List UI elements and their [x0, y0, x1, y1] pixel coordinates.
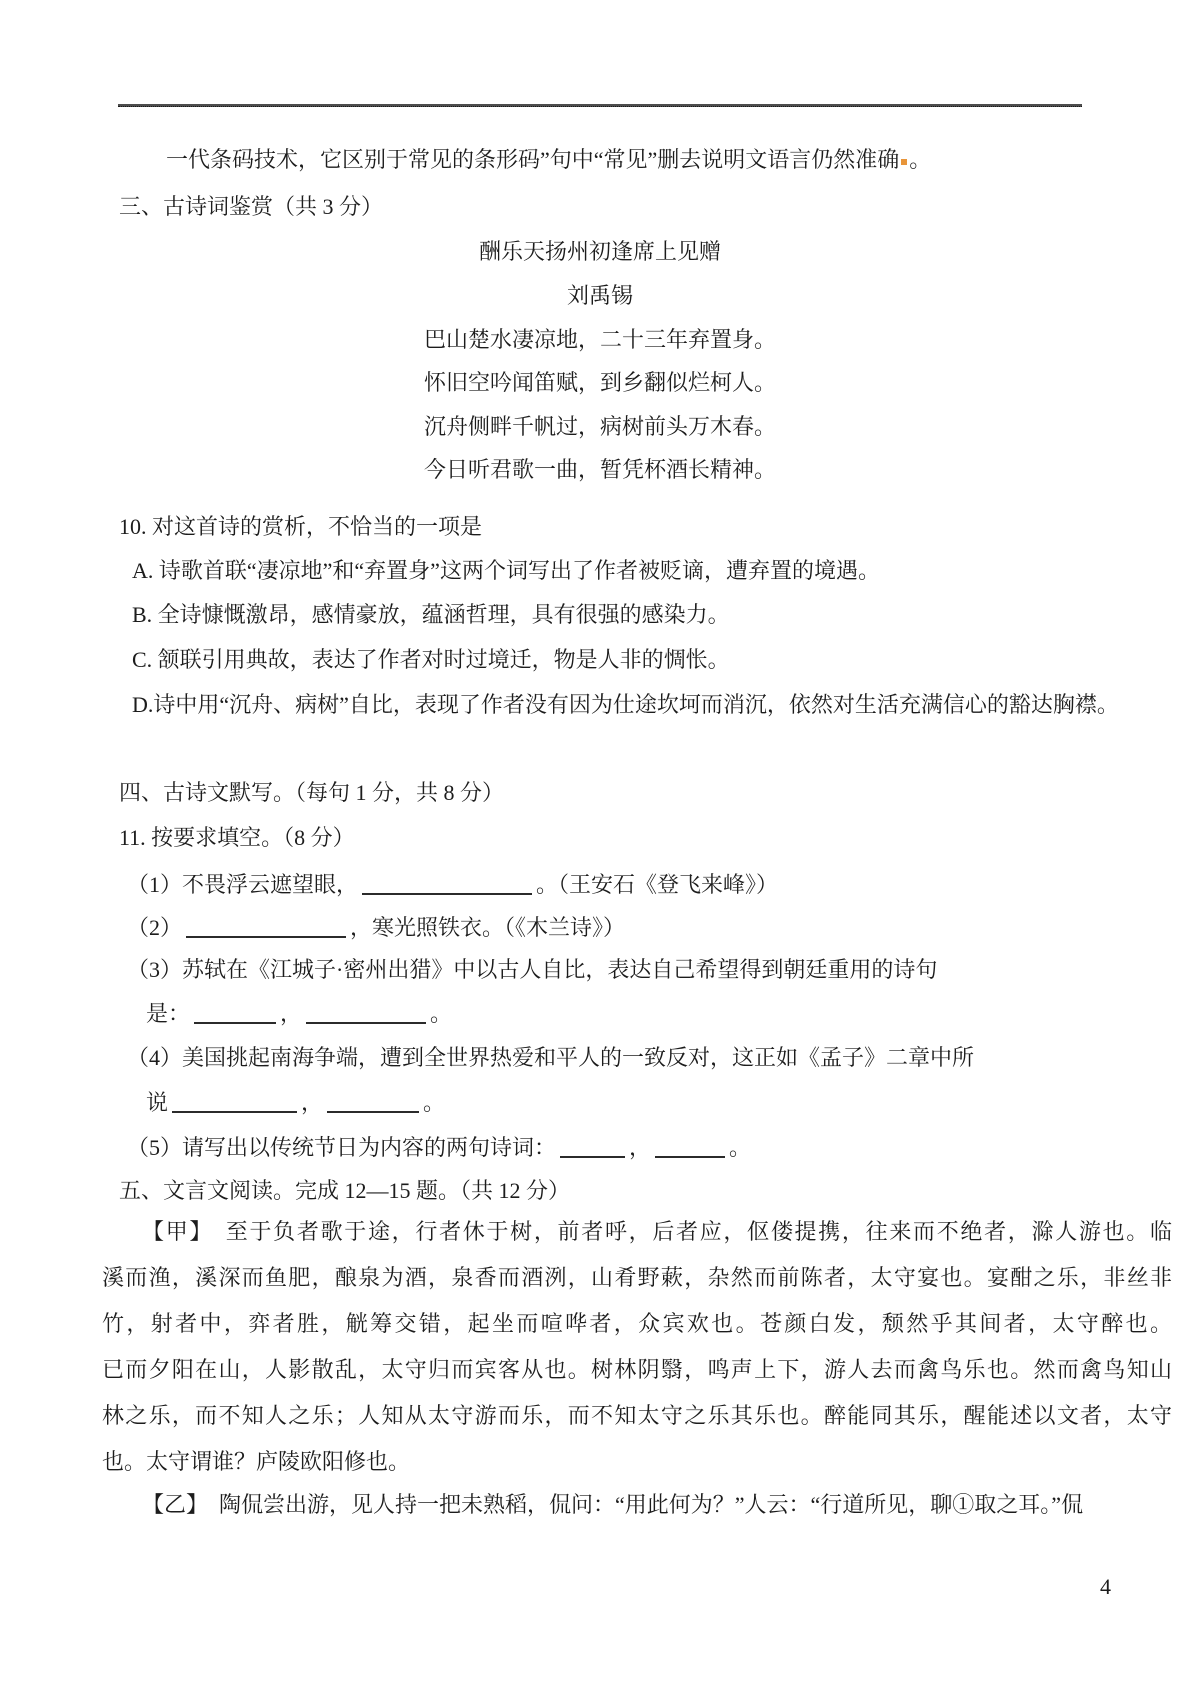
answer-blank: [172, 1093, 297, 1113]
question-11-item-3-line-1: （3）苏轼在《江城子·密州出猎》中以古人自比，表达自己希望得到朝廷重用的诗句: [127, 957, 938, 982]
section-heading-poetry: 三、古诗词鉴赏（共 3 分）: [119, 194, 384, 219]
question-10-option-a: A. 诗歌首联“凄凉地”和“弃置身”这两个词写出了作者被贬谪，遭弃置的境遇。: [132, 558, 880, 583]
passage-jia-line: 林之乐，而不知人之乐；人知从太守游而乐，而不知太守之乐其乐也。醉能同其乐，醒能述以文者，太守: [102, 1403, 1172, 1428]
section-heading-classical-reading: 五、文言文阅读。完成 12—15 题。（共 12 分）: [119, 1178, 571, 1203]
answer-blank: [306, 1004, 426, 1024]
item-1-pre: （1）不畏浮云遮望眼，: [127, 872, 359, 897]
passage-jia-line: 已而夕阳在山，人影散乱，太守归而宾客从也。树林阴翳，鸣声上下，游人去而禽鸟乐也。然而禽鸟知山: [102, 1357, 1172, 1382]
page-number: 4: [1100, 1574, 1111, 1599]
question-11-item-1: [127, 870, 778, 900]
header-rule: [118, 104, 1082, 107]
question-11-item-3-line-2: [146, 999, 452, 1029]
question-10-option-d: D.诗中用“沉舟、病树”自比，表现了作者没有因为仕途坎坷而消沉，依然对生活充满信心的豁达胸襟。: [132, 692, 1119, 717]
item-2-pre: （2）: [127, 915, 183, 940]
question-11-item-4-line-1: （4）美国挑起南海争端，遭到全世界热爱和平人的一致反对，这正如《孟子》二章中所: [127, 1045, 975, 1070]
answer-blank: [194, 1004, 276, 1024]
question-11-item-5: [127, 1133, 751, 1163]
section-heading-dictation: 四、古诗文默写。（每句 1 分，共 8 分）: [119, 780, 505, 805]
item-4-period: 。: [423, 1090, 446, 1115]
scan-artifact-dot: [901, 159, 907, 165]
question-10-option-b: B. 全诗慷慨激昂，感情豪放，蕴涵哲理，具有很强的感染力。: [132, 602, 730, 627]
item-1-post: 。（王安石《登飞来峰》）: [536, 872, 779, 897]
item-3-pre: 是：: [146, 1001, 191, 1026]
item-3-comma: ，: [280, 1001, 303, 1026]
continuation-text-period: 。: [909, 147, 932, 172]
passage-jia-line: 竹，射者中，弈者胜，觥筹交错，起坐而喧哗者，众宾欢也。苍颜白发，颓然乎其间者，太守醉也。: [102, 1311, 1172, 1336]
item-3-period: 。: [430, 1001, 453, 1026]
poem-title: 酬乐天扬州初逢席上见赠: [478, 239, 721, 264]
answer-blank: [327, 1093, 419, 1113]
passage-jia-line: 也。太守谓谁？庐陵欧阳修也。: [102, 1449, 411, 1474]
item-4-pre: 说: [146, 1090, 169, 1115]
question-10-stem: 10. 对这首诗的赏析，不恰当的一项是: [119, 514, 483, 539]
question-11-item-4-line-2: [146, 1088, 445, 1118]
item-5-comma: ，: [629, 1135, 652, 1160]
poem-line: 怀旧空吟闻笛赋，到乡翻似烂柯人。: [423, 370, 776, 395]
answer-blank: [362, 875, 532, 895]
question-11-stem: 11. 按要求填空。（8 分）: [119, 825, 355, 850]
poem-author: 刘禹锡: [566, 283, 633, 308]
question-11-item-2: [127, 913, 625, 943]
item-5-period: 。: [729, 1135, 752, 1160]
item-5-pre: （5）请写出以传统节日为内容的两句诗词：: [127, 1135, 557, 1160]
poem-line: 沉舟侧畔千帆过，病树前头万木春。: [423, 414, 776, 439]
poem-line: 今日听君歌一曲，暂凭杯酒长精神。: [423, 457, 776, 482]
poem-line: 巴山楚水凄凉地，二十三年弃置身。: [423, 327, 776, 352]
answer-blank: [655, 1138, 725, 1158]
passage-jia-line: 溪而渔，溪深而鱼肥，酿泉为酒，泉香而酒洌，山肴野蔌，杂然而前陈者，太守宴也。宴酣之乐，非丝非: [102, 1265, 1172, 1290]
passage-yi-line: 【乙】 陶侃尝出游，见人持一把未熟稻，侃问：“用此何为？”人云：“行道所见，聊①取之耳。”侃: [142, 1492, 1084, 1517]
continuation-text-body: 一代条码技术，它区别于常见的条形码”句中“常见”删去说明文语言仍然准确: [166, 147, 900, 172]
continuation-text: [166, 145, 931, 175]
item-4-comma: ，: [301, 1090, 324, 1115]
question-10-option-c: C. 颔联引用典故，表达了作者对时过境迁，物是人非的惆怅。: [132, 647, 730, 672]
answer-blank: [186, 918, 346, 938]
answer-blank: [560, 1138, 625, 1158]
item-2-post: ，寒光照铁衣。（《木兰诗》）: [350, 915, 626, 940]
passage-jia-line: 【甲】 至于负者歌于途，行者休于树，前者呼，后者应，伛偻提携，往来而不绝者，滁人游也。临: [142, 1219, 1172, 1244]
